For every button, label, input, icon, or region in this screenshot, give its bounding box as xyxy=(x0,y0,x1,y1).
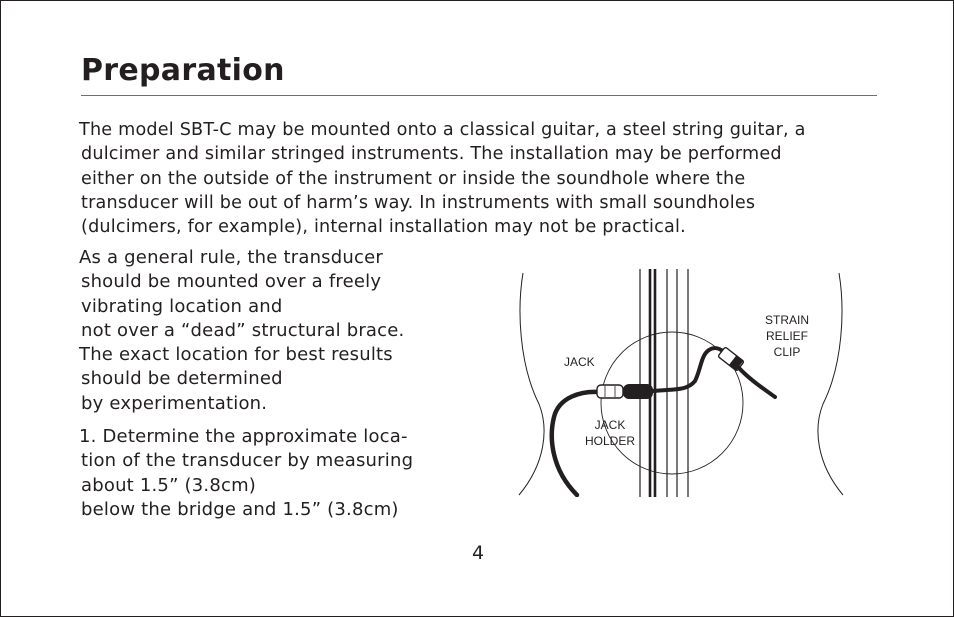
label-jack: JACK xyxy=(564,355,595,369)
guitar-soundhole-illustration xyxy=(509,269,854,497)
label-strain-relief-clip: STRAIN xyxy=(764,313,810,327)
rule-line: should be mounted over a freely xyxy=(81,271,382,293)
step-line: 1. Determine the approximate loca- xyxy=(79,426,408,447)
intro-line: transducer will be out of harm’s way. In instruments with small soundholes xyxy=(81,192,756,213)
guitar-body-left-outline xyxy=(519,273,544,495)
label-strain-relief-clip: RELIEF xyxy=(765,329,809,343)
jack-plug xyxy=(597,385,623,398)
intro-paragraph xyxy=(79,118,806,239)
jack-holder xyxy=(623,384,653,399)
intro-line: either on the outside of the instrument or inside the soundhole where the xyxy=(81,168,746,189)
intro-line: The model SBT-C may be mounted onto a classical guitar, a steel string guitar, a xyxy=(79,120,806,140)
label-jack-holder: JACK xyxy=(594,418,626,432)
step-1-paragraph xyxy=(79,425,413,522)
guitar-body-right-outline xyxy=(818,273,843,495)
rule-line: As a general rule, the transducer xyxy=(79,247,383,268)
step-line: below the bridge and 1.5” (3.8cm) xyxy=(81,498,399,520)
rule-line: vibrating location and xyxy=(81,295,283,317)
rule-line: by experimentation. xyxy=(81,392,268,414)
label-strain-relief-clip: CLIP xyxy=(773,345,801,359)
rule-line: The exact location for best results xyxy=(79,344,393,366)
step-line: about 1.5” (3.8cm) xyxy=(81,474,257,496)
intro-line: dulcimer and similar stringed instruments. The installation may be performed xyxy=(81,144,782,165)
transducer-cable-end xyxy=(739,368,775,397)
title-divider xyxy=(81,95,877,96)
intro-line: (dulcimers, for example), internal installation may not be practical. xyxy=(81,217,686,238)
rule-line: not over a “dead” structural brace. xyxy=(81,319,405,341)
installation-diagram xyxy=(509,269,854,497)
step-line: tion of the transducer by measuring xyxy=(81,450,414,472)
general-rule-paragraph xyxy=(79,246,404,416)
page-number: 4 xyxy=(471,542,485,564)
rule-line: should be determined xyxy=(81,368,283,390)
label-jack-holder: HOLDER xyxy=(584,434,636,448)
page-title: Preparation xyxy=(81,53,285,88)
